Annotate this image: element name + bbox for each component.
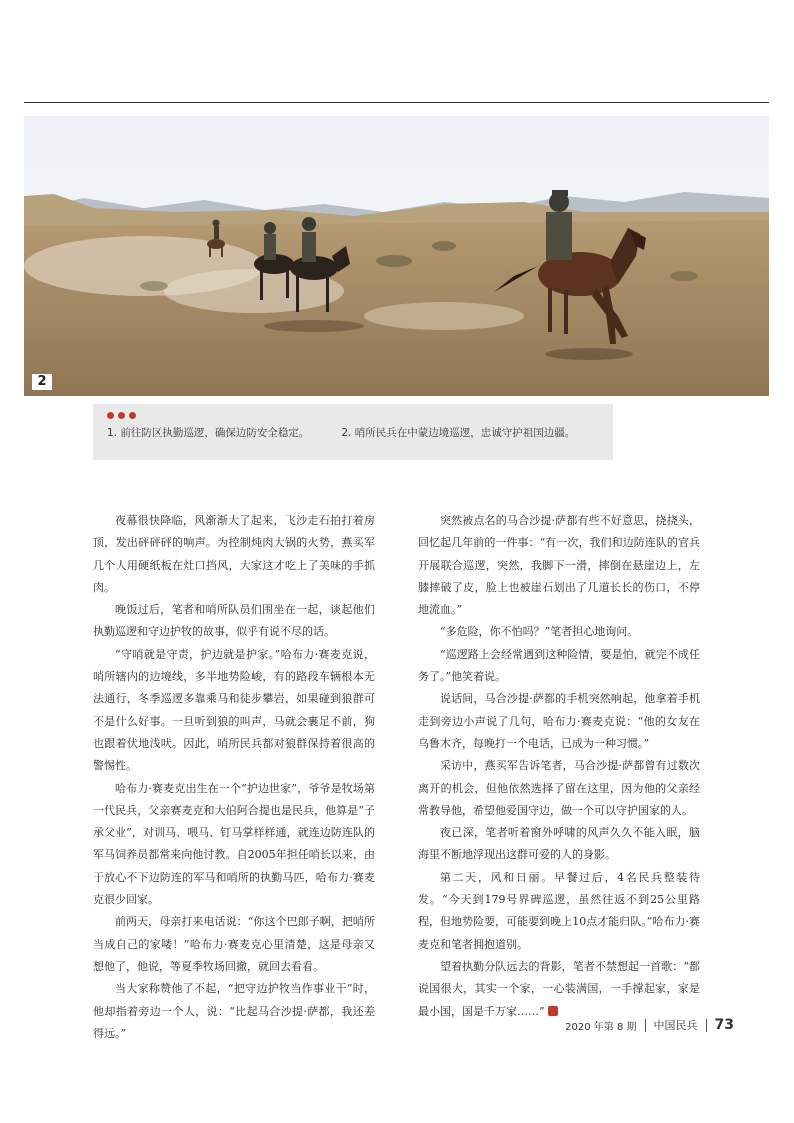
page-footer	[565, 1017, 734, 1033]
top-rule	[24, 102, 769, 103]
paragraph: 前两天，母亲打来电话说：“你这个巴郎子啊，把哨所当成自己的家喽！”哈布力·赛麦克心里清楚，这是母亲又想他了，他说，等夏季牧场回撤，就回去看看。	[93, 915, 375, 973]
caption-2: 2. 哨所民兵在中蒙边境巡逻，忠诚守护祖国边疆。	[341, 427, 576, 439]
bullet-dot-icon	[129, 412, 136, 419]
caption-box	[93, 404, 613, 460]
footer-divider	[645, 1019, 646, 1032]
paragraph: 晚饭过后，笔者和哨所队员们围坐在一起，谈起他们执勤巡逻和守边护牧的故事，似乎有说不尽的话。	[93, 603, 375, 639]
paragraph: 说话间，马合沙提·萨都的手机突然响起，他拿着手机走到旁边小声说了几句，哈布力·赛麦克说：“他的女友在乌鲁木齐，每晚打一个电话，已成为一种习惯。”	[418, 692, 700, 750]
article-photo	[24, 116, 769, 396]
paragraph: 当大家称赞他了不起，“把守边护牧当作事业干”时，他却指着旁边一个人，说：“比起马合沙提·萨都，我还差得远。”	[93, 982, 375, 1040]
paragraph-text: 望着执勤分队远去的背影，笔者不禁想起一首歌：“都说国很大，其实一个家，一心装满国，一手撑起家，家是最小国，国是千万家……”	[418, 959, 700, 1018]
photo-illustration	[24, 116, 769, 396]
article-column-right	[418, 510, 700, 1023]
caption-1: 1. 前往防区执勤巡逻，确保边防安全稳定。	[107, 427, 310, 439]
page-number: 73	[714, 1017, 734, 1033]
paragraph: “巡逻路上会经常遇到这种险情，要是怕，就完不成任务了。”他笑着说。	[418, 647, 700, 684]
paragraph: 第二天，风和日丽。早餐过后，4名民兵整装待发。“今天到179号界碑巡逻，虽然往返不到25公里路程，但地势险要，可能要到晚上10点才能归队。”哈布力·赛麦克和笔者拥抱道别。	[418, 870, 700, 951]
paragraph: 采访中，燕买军告诉笔者，马合沙提·萨都曾有过数次离开的机会，但他依然选择了留在这里，因为他的父亲经常教导他，希望他爱国守边，做一个可以守护国家的人。	[418, 759, 700, 817]
paragraph: 哈布力·赛麦克出生在一个“护边世家”，爷爷是牧场第一代民兵，父亲赛麦克和大伯阿合提也是民兵，他算是“子承父业”，对训马、喂马、钉马掌样样通，就连边防连队的军马饲养员都常来向他讨教。自2005年担任哨长以来，由于放心不下边防连的军马和哨所的执勤马匹，哈布力·赛麦克很少回家。	[93, 781, 375, 907]
magazine-name: 中国民兵	[653, 1019, 698, 1032]
paragraph: 夜幕很快降临，风渐渐大了起来，飞沙走石拍打着房顶，发出砰砰砰的响声。为控制炖肉大锅的火势，燕买军几个人用硬纸板在灶口挡风，大家这才吃上了美味的手抓肉。	[93, 514, 375, 594]
photo-number: 2	[32, 374, 52, 390]
article-column-left	[93, 510, 375, 1045]
bullet-dot-icon	[107, 412, 114, 419]
caption-dots	[107, 412, 599, 419]
issue-label: 2020 年第 8 期	[565, 1021, 637, 1033]
end-mark-icon	[548, 1006, 558, 1016]
paragraph: “多危险，你不怕吗？”笔者担心地询问。	[440, 625, 639, 639]
captions	[107, 425, 599, 440]
paragraph: 夜已深，笔者听着窗外呼啸的风声久久不能入眠，脑海里不断地浮现出这群可爱的人的身影。	[418, 826, 700, 862]
footer-divider	[706, 1019, 707, 1032]
paragraph-last	[418, 956, 700, 1023]
bullet-dot-icon	[118, 412, 125, 419]
paragraph: “守哨就是守责，护边就是护家。”哈布力·赛麦克说，哨所辖内的边境线，多半地势险峻，有的路段车辆根本无法通行，冬季巡逻多靠乘马和徒步攀岩，如果碰到狼群可不是什么好事。一旦听到狼的叫声，马就会裹足不前，狗也跟着伏地浅吠。因此，哨所民兵都对狼群保持着很高的警惕性。	[93, 647, 375, 773]
paragraph: 突然被点名的马合沙提·萨都有些不好意思，挠挠头，回忆起几年前的一件事：“有一次，我们和边防连队的官兵开展联合巡逻，突然，我脚下一滑，摔倒在悬崖边上，左膝摔破了皮，脸上也被崖石划出了几道长长的伤口，不停地流血。”	[418, 514, 700, 617]
